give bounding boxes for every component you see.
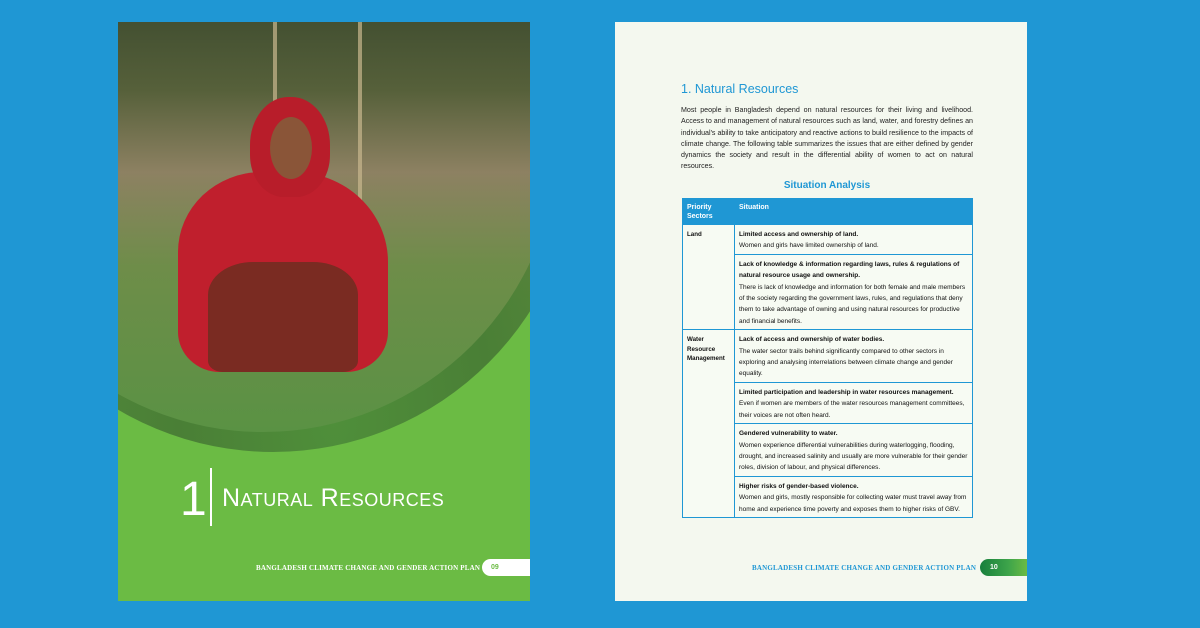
situation-body: Women and girls have limited ownership of land. bbox=[739, 242, 879, 250]
situation-heading: Lack of access and ownership of water bodies. bbox=[739, 336, 885, 344]
situation-heading: Gendered vulnerability to water. bbox=[739, 430, 838, 438]
situation-cell bbox=[735, 225, 973, 255]
sector-cell: Water Resource Management bbox=[683, 330, 735, 518]
section-heading: 1. Natural Resources bbox=[681, 82, 799, 96]
woman-face bbox=[270, 117, 312, 179]
chapter-number: 1 bbox=[180, 473, 207, 526]
situation-analysis-table bbox=[682, 198, 973, 518]
situation-body: Even if women are members of the water resources management committees, their voices are not often heard. bbox=[739, 400, 965, 419]
situation-body: Women and girls, mostly responsible for collecting water must travel away from home and experience time poverty and exposes them to higher risks of GBV. bbox=[739, 494, 967, 513]
table-row bbox=[683, 330, 973, 383]
left-page-number: 09 bbox=[482, 559, 530, 576]
situation-heading: Limited participation and leadership in water resources management. bbox=[739, 388, 954, 396]
situation-body: Women experience differential vulnerabilities during waterlogging, flooding, drought, and increased salinity and usually are more vulnerable for their gender roles, division of labour, and physical differences. bbox=[739, 441, 968, 472]
table-header-row bbox=[683, 199, 973, 225]
table-row bbox=[683, 225, 973, 255]
header-situation: Situation bbox=[735, 199, 973, 225]
intro-paragraph: Most people in Bangladesh depend on natural resources for their living and livelihood. Access to and management of natural resources such as land, water, and forestry defines an individual's ability to take anticipatory and reactive actions to build resilience to the impacts of climate change. The following table summarizes the issues that are either defined by gender dynamics the society and result in the differential ability of women to act on natural resources. bbox=[681, 106, 973, 171]
right-page bbox=[615, 22, 1027, 601]
situation-cell bbox=[735, 476, 973, 517]
situation-cell bbox=[735, 424, 973, 477]
header-priority-sectors: Priority Sectors bbox=[683, 199, 735, 225]
situation-cell bbox=[735, 382, 973, 423]
situation-heading: Lack of knowledge & information regarding laws, rules & regulations of natural resource usage and ownership. bbox=[739, 260, 960, 280]
woman-skirt bbox=[208, 262, 358, 372]
left-page bbox=[118, 22, 530, 601]
situation-heading: Higher risks of gender-based violence. bbox=[739, 482, 859, 490]
table-title: Situation Analysis bbox=[783, 180, 871, 191]
sector-cell: Land bbox=[683, 225, 735, 330]
situation-cell bbox=[735, 330, 973, 383]
left-footer-text: BANGLADESH CLIMATE CHANGE AND GENDER ACTION PLAN bbox=[256, 564, 481, 572]
situation-body: The water sector trails behind significantly compared to other sectors in exploring and analysing interrelations between climate change and gender equality. bbox=[739, 347, 953, 378]
situation-cell bbox=[735, 254, 973, 329]
right-footer-text: BANGLADESH CLIMATE CHANGE AND GENDER ACTION PLAN bbox=[752, 564, 977, 572]
right-page-number: 10 bbox=[980, 559, 1027, 576]
situation-heading: Limited access and ownership of land. bbox=[739, 231, 859, 238]
situation-body: There is lack of knowledge and information for both female and male members of the society regarding the government laws, rules, and regulations that deny them to take advantage of owning and using natural resources for productive and financial benefits. bbox=[739, 283, 966, 325]
chapter-title: Natural Resources bbox=[222, 484, 445, 512]
chapter-divider bbox=[210, 468, 212, 526]
